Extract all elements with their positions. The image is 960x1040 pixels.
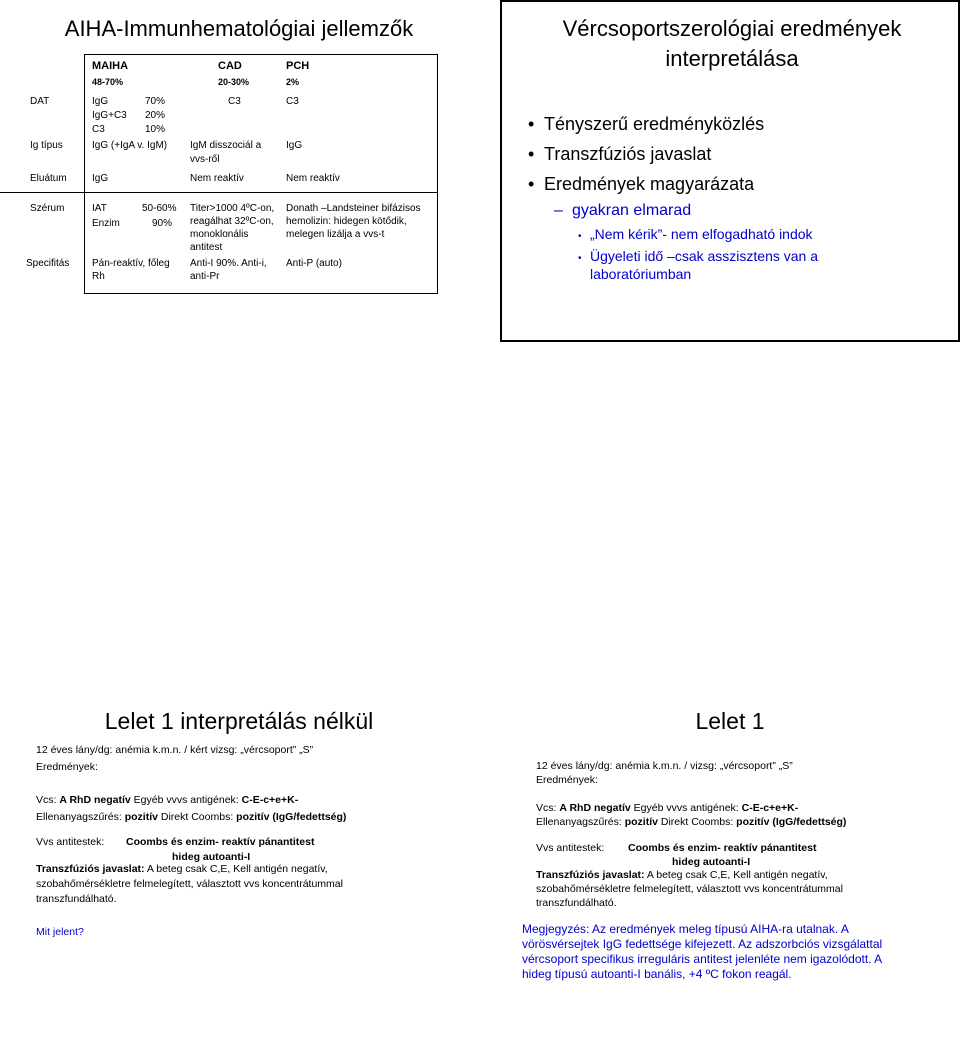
table-border-top <box>84 54 438 55</box>
sub-bullet: • Ügyeleti idő –csak asszisztens van a <box>578 248 818 264</box>
header-cad: CAD <box>218 60 242 72</box>
bullet-item: • Tényszerű eredményközlés <box>528 114 765 134</box>
cell-text: Enzim <box>92 218 120 229</box>
row-label-specifitas: Specifitás <box>26 258 70 269</box>
text-bold: pozitív (IgG/fedettség) <box>736 816 847 828</box>
results-label: Eredmények: <box>36 761 98 773</box>
sub-bullet-text: Ügyeleti idő –csak asszisztens van a <box>590 248 818 264</box>
sub-bullet: • „Nem kérik”- nem elfogadható indok <box>578 226 813 242</box>
row-label-dat: DAT <box>30 96 50 107</box>
text: Ellenanyagszűrés: <box>536 816 625 828</box>
dash-item: – gyakran elmarad <box>554 202 692 219</box>
cell-text: Titer>1000 4ºC-on, <box>190 203 275 214</box>
text: Egyéb vvvs antigének: <box>130 794 242 806</box>
cell-text: IAT <box>92 203 107 214</box>
cell-text: melegen lizálja a vvs-t <box>286 229 385 240</box>
transfusion-line-3: transzfundálható. <box>36 893 117 905</box>
cell-text: 90% <box>152 218 173 229</box>
slide-title: Lelet 1 interpretálás nélkül <box>104 708 374 734</box>
antibody-label: Vvs antitestek: <box>36 836 105 848</box>
antibody-label: Vvs antitestek: <box>536 842 605 854</box>
cell-text: vvs-ről <box>190 154 220 165</box>
blood-group-line <box>36 794 298 806</box>
text: A beteg csak C,E, Kell antigén negatív, <box>644 869 828 881</box>
text-bold: Transzfúziós javaslat: <box>536 869 645 881</box>
cell-text: 50-60% <box>142 203 177 214</box>
transfusion-line-2: szobahőmérsékletre felmelegített, választott vvs koncentrátummal <box>536 883 843 895</box>
table-border-bottom <box>84 293 438 294</box>
header-cad-pct: 20-30% <box>218 77 250 87</box>
cell-text: Nem reaktív <box>286 173 340 184</box>
cell-text: IgG+C3 <box>92 110 127 121</box>
slide-title: Lelet 1 <box>695 708 765 734</box>
transfusion-line-1 <box>36 863 328 875</box>
antibody-screen-line <box>536 816 846 828</box>
text: Direkt Coombs: <box>157 811 237 823</box>
transfusion-line-1 <box>536 869 828 881</box>
cell-text: Rh <box>92 271 105 282</box>
antibody-screen-line <box>36 811 346 823</box>
cell-text: IgG <box>92 96 109 107</box>
note-line-1: Megjegyzés: Az eredmények meleg típusú AIHA-ra utalnak. A <box>522 922 849 936</box>
note-line-3: vércsoport specifikus irreguláris antitest jelenléte nem igazolódott. A <box>522 952 883 966</box>
text-bold: A RhD negatív <box>59 794 131 806</box>
cell-text: 70% <box>145 96 166 107</box>
patient-line: 12 éves lány/dg: anémia k.m.n. / vizsg: „vércsoport” „S” <box>536 760 793 772</box>
cell-text: IgG <box>92 173 109 184</box>
cell-text: anti-Pr <box>190 271 220 282</box>
cell-text: IgG <box>286 140 303 151</box>
blood-group-line <box>536 802 798 814</box>
table-border-right <box>437 54 438 294</box>
dash-text: gyakran elmarad <box>572 202 692 219</box>
row-label-szerum: Szérum <box>30 203 65 214</box>
header-maiha-pct: 48-70% <box>92 77 124 87</box>
cell-text: monoklonális <box>190 229 249 240</box>
transfusion-line-2: szobahőmérsékletre felmelegített, választott vvs koncentrátummal <box>36 878 343 890</box>
text: Egyéb vvvs antigének: <box>630 802 742 814</box>
patient-line: 12 éves lány/dg: anémia k.m.n. / kért vizsg: „vércsoport” „S” <box>36 744 314 756</box>
cell-text: C3 <box>228 96 241 107</box>
text-bold: Transzfúziós javaslat: <box>36 863 145 875</box>
slide-aiha-table <box>0 0 478 342</box>
text: A beteg csak C,E, Kell antigén negatív, <box>144 863 328 875</box>
cell-text: Nem reaktív <box>190 173 244 184</box>
cell-text: 10% <box>145 124 166 135</box>
note-line-4: hideg típusú autoanti-I banális, +4 ºC fokon reagál. <box>522 967 792 981</box>
text-bold: pozitív <box>124 811 158 823</box>
transfusion-line-3: transzfundálható. <box>536 897 617 909</box>
cell-text: IgG (+IgA v. IgM) <box>92 140 168 151</box>
cell-text: IgM disszociál a <box>190 140 262 151</box>
cell-text: antitest <box>190 242 223 253</box>
note-line-2: vörösvérsejtek IgG fedettsége kifejezett. Az adszorbciós vizsgálattal <box>522 937 883 951</box>
bullet-text: Eredmények magyarázata <box>544 174 755 194</box>
sub-bullet-text: „Nem kérik”- nem elfogadható indok <box>590 226 813 242</box>
slide-title <box>502 14 960 74</box>
antibody-value-1: Coombs és enzim- reaktív pánantitest <box>126 836 315 848</box>
sub-bullet-continuation: laboratóriumban <box>590 266 692 282</box>
slide-title-line-2: interpretálása <box>665 46 799 71</box>
slide-report-raw <box>0 698 478 1040</box>
cell-text: hemolizin: hidegen kötődik, <box>286 216 407 227</box>
header-pch: PCH <box>286 60 310 72</box>
slide-title-line-1: Vércsoportszerológiai eredmények <box>562 16 902 41</box>
cell-text: Pán-reaktív, főleg <box>92 258 170 269</box>
cell-text: Anti-I 90%. Anti-i, <box>190 258 267 269</box>
row-divider <box>0 192 438 193</box>
text-bold: C-E-c+e+K- <box>241 794 299 806</box>
bullet-item: • Transzfúziós javaslat <box>528 144 712 164</box>
antibody-value-2: hideg autoanti-I <box>672 856 751 868</box>
text-bold: pozitív (IgG/fedettség) <box>236 811 347 823</box>
cell-text: 20% <box>145 110 166 121</box>
text-bold: pozitív <box>624 816 658 828</box>
bullet-text: Transzfúziós javaslat <box>544 144 712 164</box>
question-text: Mit jelent? <box>36 926 84 938</box>
cell-text: C3 <box>286 96 299 107</box>
header-pch-pct: 2% <box>286 77 300 87</box>
text-bold: C-E-c+e+K- <box>741 802 799 814</box>
slide-interpretation <box>500 0 960 342</box>
cell-text: Donath –Landsteiner bifázisos <box>286 203 421 214</box>
antibody-value-2: hideg autoanti-I <box>172 851 251 863</box>
results-label: Eredmények: <box>536 774 598 786</box>
text: Ellenanyagszűrés: <box>36 811 125 823</box>
slide-title: AIHA-Immunhematológiai jellemzők <box>64 16 414 41</box>
header-maiha: MAIHA <box>92 60 129 72</box>
text: Vcs: <box>36 794 60 806</box>
text: Direkt Coombs: <box>657 816 737 828</box>
cell-text: Anti-P (auto) <box>286 258 342 269</box>
slide-report-annotated <box>500 698 960 1040</box>
cell-text: C3 <box>92 124 105 135</box>
row-label-ig: Ig típus <box>30 140 63 151</box>
bullet-item: • Eredmények magyarázata <box>528 174 755 194</box>
antibody-value-1: Coombs és enzim- reaktív pánantitest <box>628 842 817 854</box>
text-bold: A RhD negatív <box>559 802 631 814</box>
bullet-text: Tényszerű eredményközlés <box>544 114 765 134</box>
cell-text: reagálhat 32ºC-on, <box>190 216 274 227</box>
row-label-eluatum: Eluátum <box>30 173 67 184</box>
text: Vcs: <box>536 802 560 814</box>
table-border-left <box>84 54 85 294</box>
